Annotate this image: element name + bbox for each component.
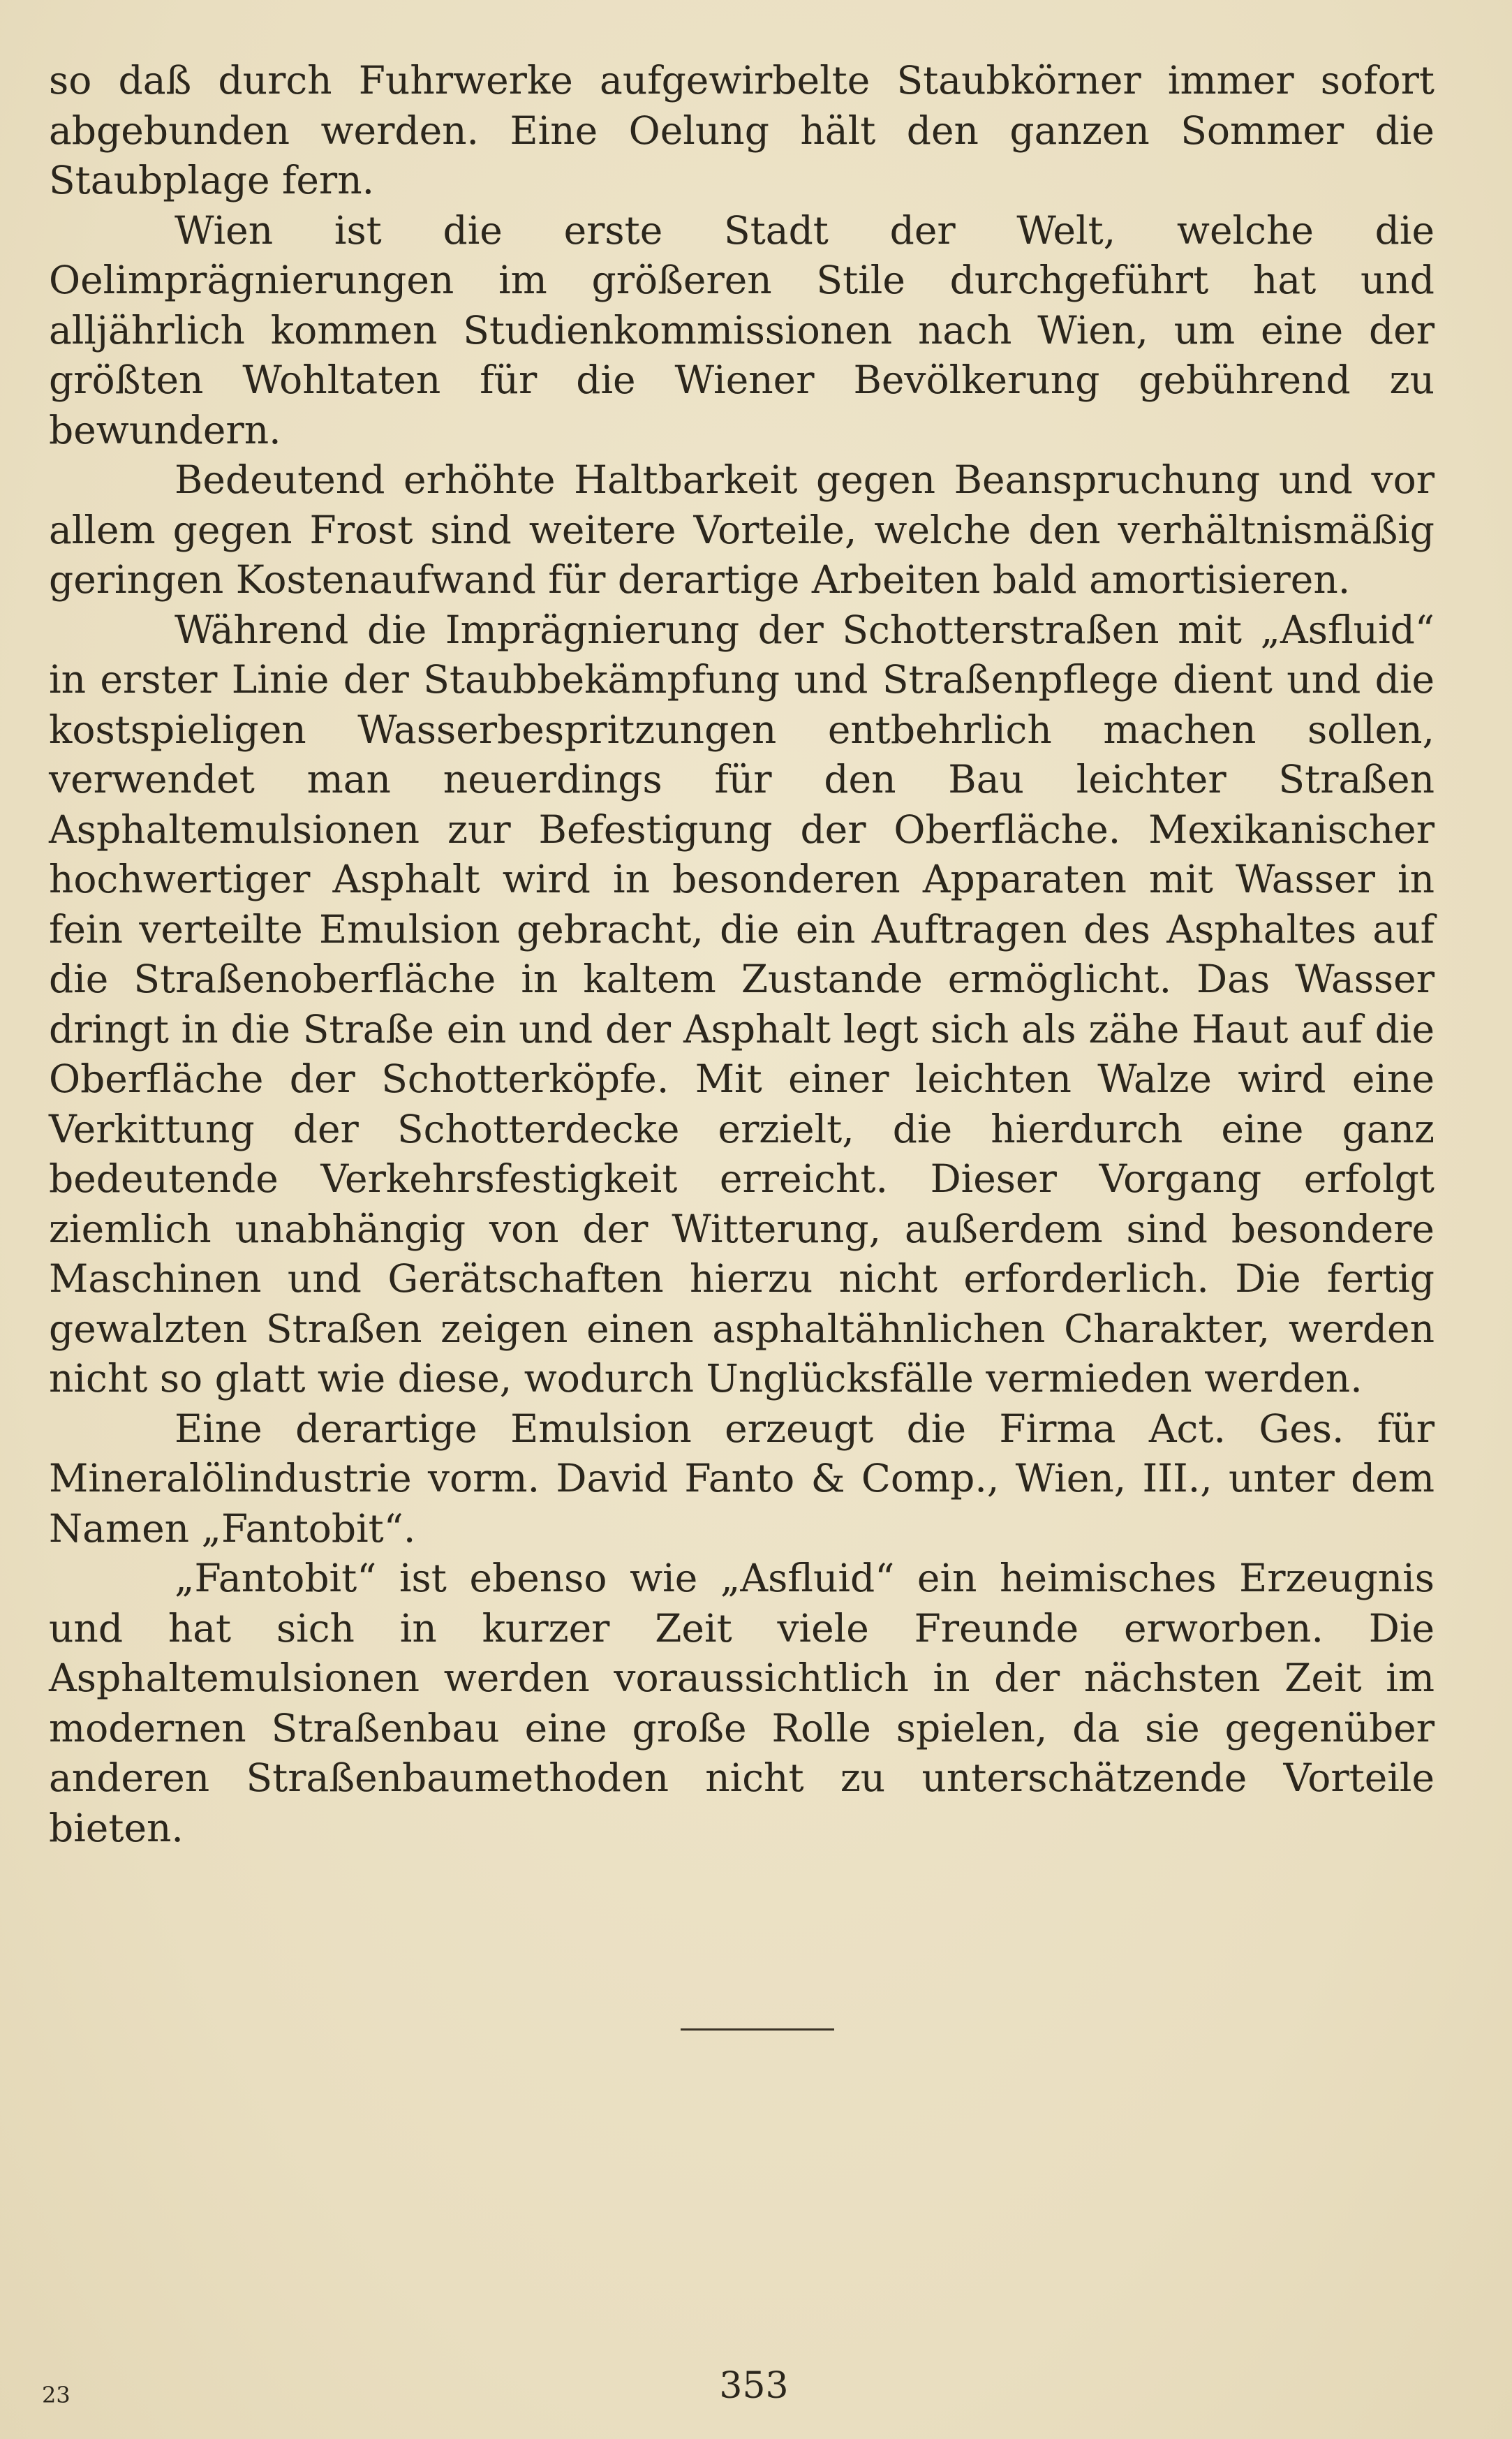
paragraph: Eine derartige Emulsion erzeugt die Firma Act. Ges. für Mineralölindustrie vorm. David Fanto & Comp., Wien, III., unter dem Namen „Fantobit“.: [49, 1406, 1435, 1551]
paragraph: Wien ist die erste Stadt der Welt, welche die Oelimprägnierungen im größeren Stile durchgeführt hat und alljährlich kommen Studienkommissionen nach Wien, um eine der größten Wohltaten für die Wiener Bevölkerung gebührend zu bewundern.: [49, 207, 1435, 452]
section-divider: [681, 2028, 834, 2031]
page-number: 353: [719, 2365, 789, 2407]
paragraph: Bedeutend erhöhte Haltbarkeit gegen Beanspruchung und vor allem gegen Frost sind weitere Vorteile, welche den verhältnismäßig geringen Kostenaufwand für derartige Arbeiten bald amortisieren.: [49, 457, 1435, 602]
paragraph: Während die Imprägnierung der Schotterstraßen mit „Asfluid“ in erster Linie der Staubbekämpfung und Straßenpflege dient und die kostspieligen Wasserbespritzungen entbehrlich machen sollen, verwendet man neuerdings für den Bau leichter Straßen Asphaltemulsionen zur Befestigung der Oberfläche. Mexikanischer hochwertiger Asphalt wird in besonderen Apparaten mit Wasser in fein verteilte Emulsion gebracht, die ein Auftragen des Asphaltes auf die Straßenoberfläche in kaltem Zustande ermöglicht. Das Wasser dringt in die Straße ein und der Asphalt legt sich als zähe Haut auf die Oberfläche der Schotterköpfe. Mit einer leichten Walze wird eine Verkittung der Schotterdecke erzielt, die hierdurch eine ganz bedeutende Verkehrsfestigkeit erreicht. Dieser Vorgang erfolgt ziemlich unabhängig von der Witterung, außerdem sind besondere Maschinen und Gerätschaften hierzu nicht erforderlich. Die fertig gewalzten Straßen zeigen einen asphaltähnlichen Charakter, werden nicht so glatt wie diese, wodurch Unglücksfälle vermieden werden.: [49, 607, 1435, 1401]
body-text: [49, 56, 1435, 1853]
printer-signature: 23: [42, 2382, 71, 2408]
paragraph: so daß durch Fuhrwerke aufgewirbelte Staubkörner immer sofort abgebunden werden. Eine Oelung hält den ganzen Sommer die Staubplage fern.: [49, 58, 1435, 202]
paragraph: „Fantobit“ ist ebenso wie „Asfluid“ ein heimisches Erzeugnis und hat sich in kurzer Zeit viele Freunde erworben. Die Asphaltemulsionen werden voraussichtlich in der nächsten Zeit im modernen Straßenbau eine große Rolle spielen, da sie gegenüber anderen Straßenbaumethoden nicht zu unterschätzende Vorteile bieten.: [49, 1556, 1435, 1850]
